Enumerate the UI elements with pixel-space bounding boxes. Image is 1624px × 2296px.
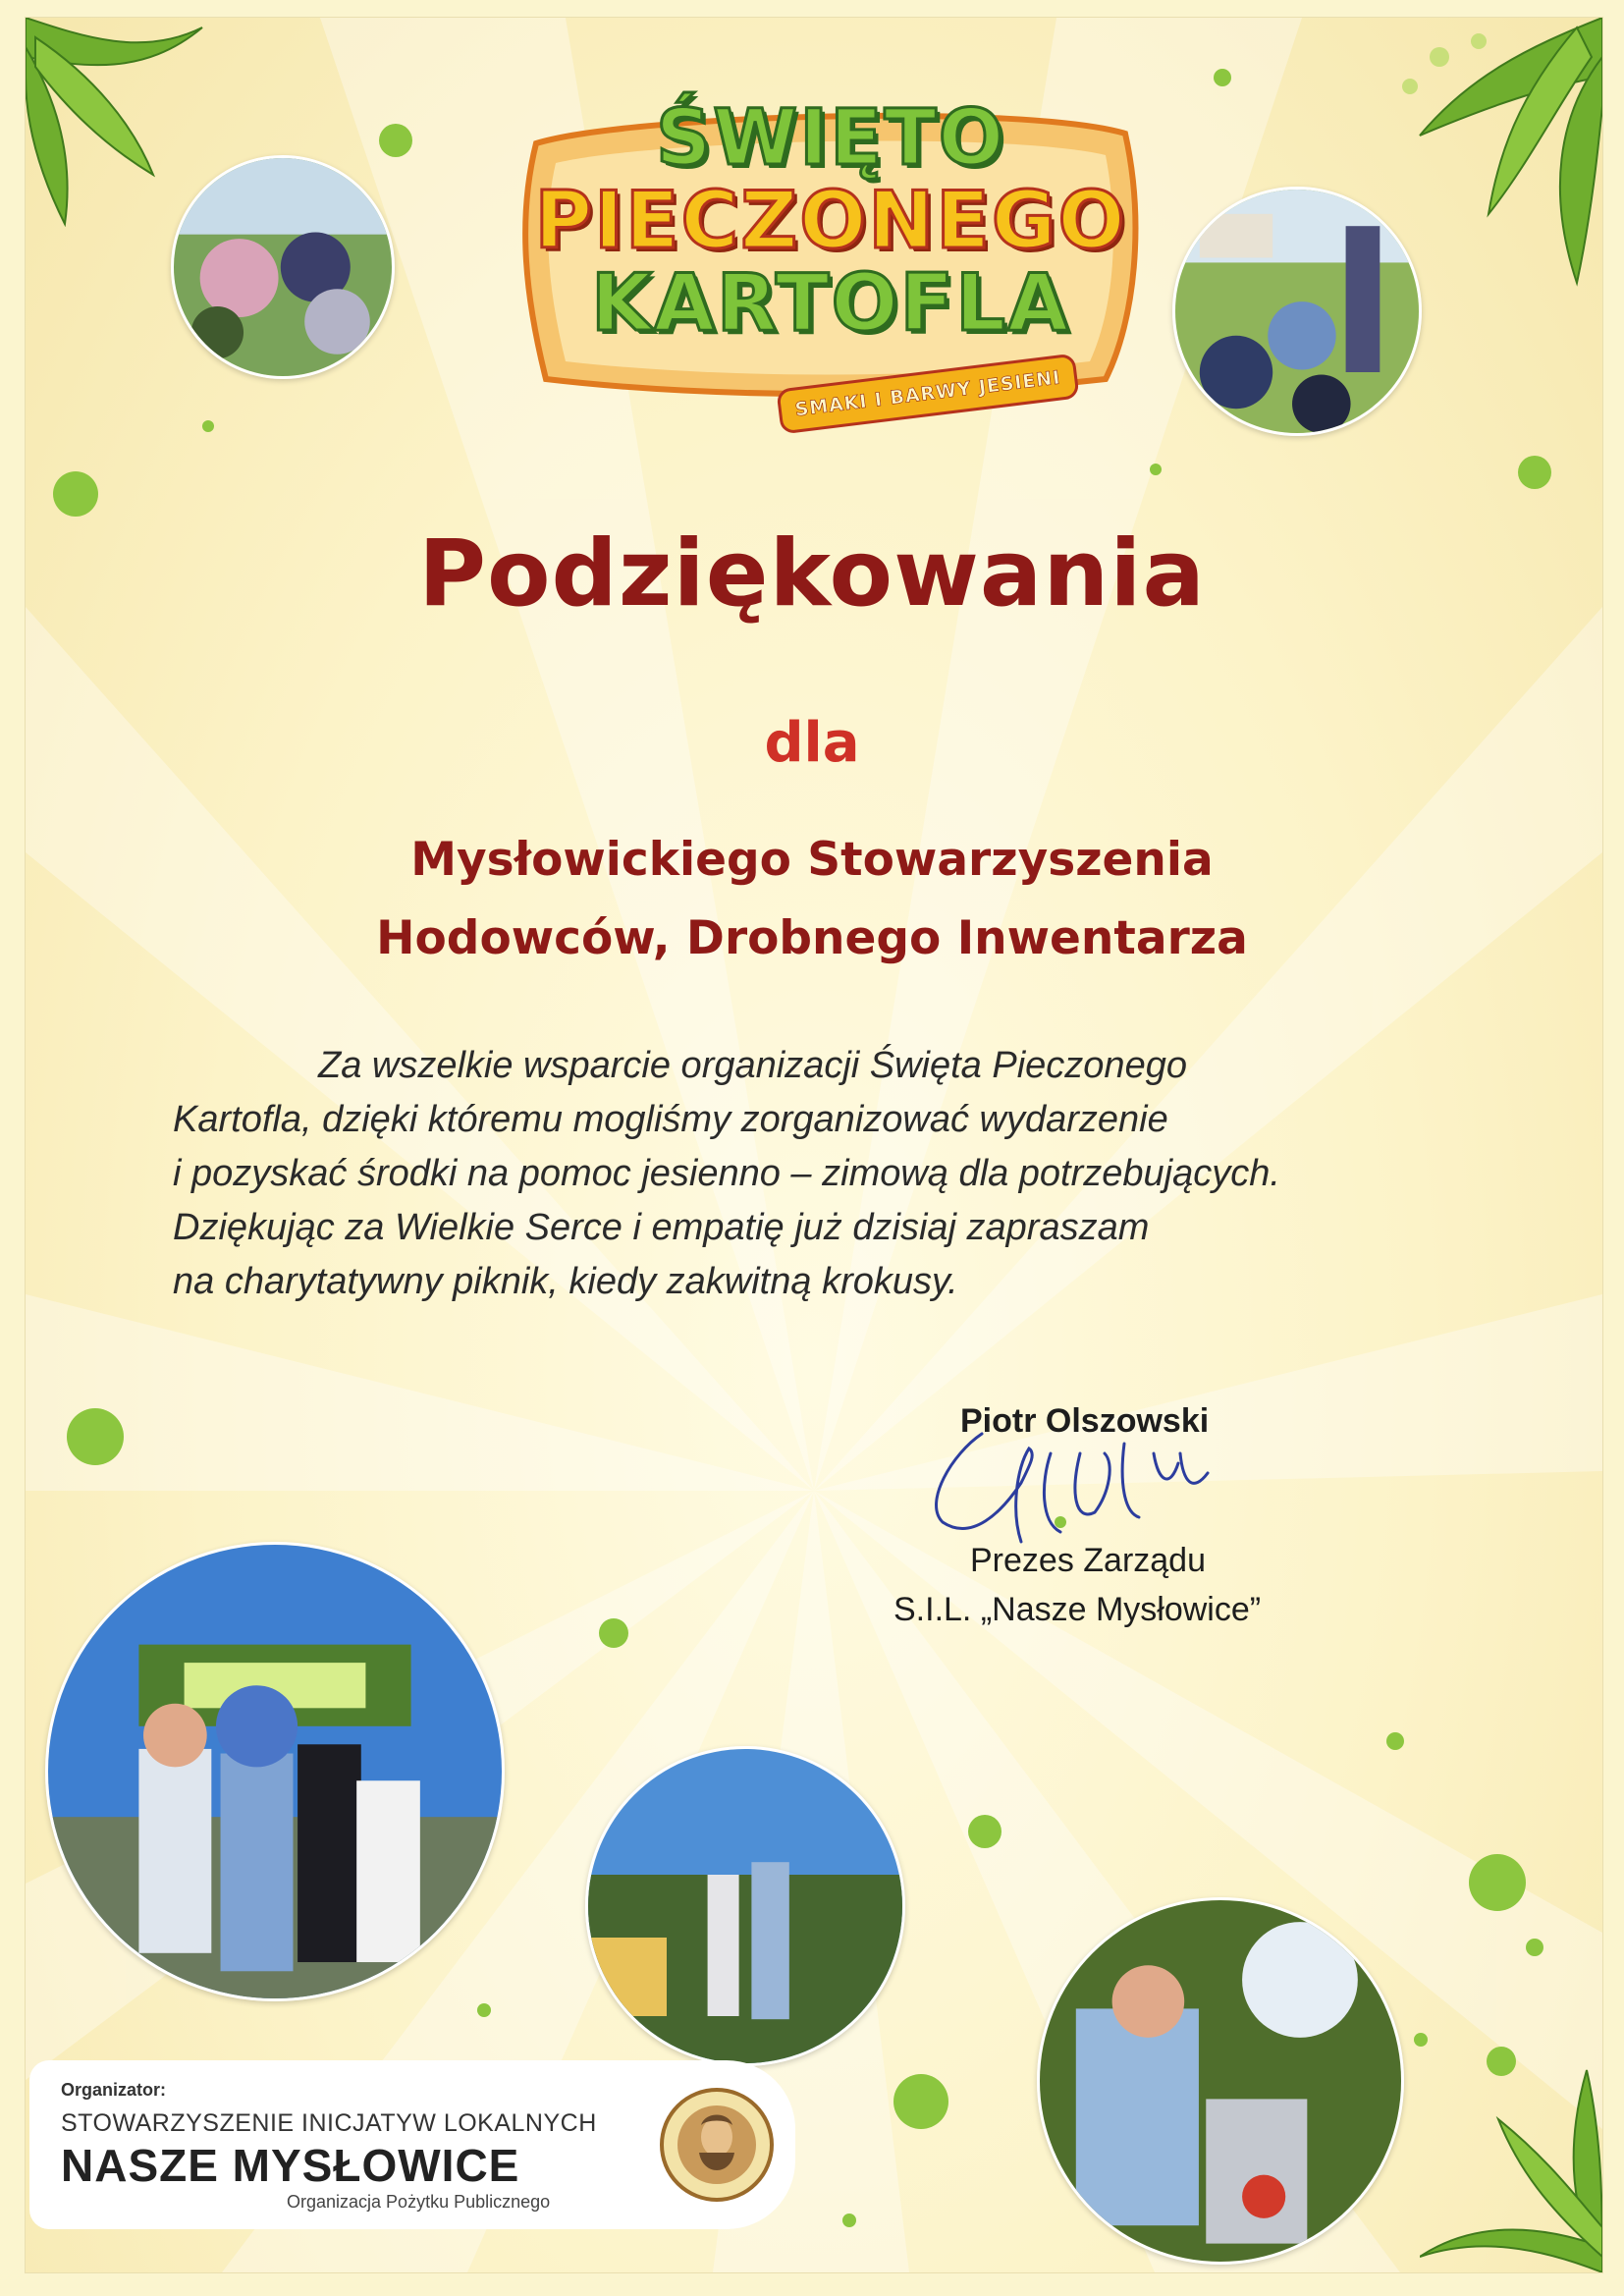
message-line: Za wszelkie wsparcie organizacji Święta Pieczonego xyxy=(318,1045,1187,1086)
decorative-dot xyxy=(1469,1854,1526,1911)
logo-title-line-3: KARTOFLA xyxy=(590,257,1071,349)
page-title: Podziękowania xyxy=(418,520,1206,628)
decorative-dot xyxy=(1150,464,1162,475)
event-photo-bottom-center xyxy=(585,1746,905,2066)
signer-name: Piotr Olszowski xyxy=(960,1402,1210,1440)
signer-organization: S.I.L. „Nasze Mysłowice” xyxy=(893,1591,1262,1628)
event-photo-top-left xyxy=(171,155,395,379)
thank-you-message xyxy=(173,1039,1528,1309)
message-line: i pozyskać środki na pomoc jesienno – zimową dla potrzebujących. xyxy=(173,1153,1280,1194)
decorative-dot xyxy=(893,2074,948,2129)
decorative-dot xyxy=(968,1815,1001,1848)
decorative-dot xyxy=(1214,69,1231,86)
logo-tagline: SMAKI I BARWY JESIENI xyxy=(776,354,1079,435)
leaves-top-right-decoration xyxy=(1380,18,1602,293)
organizer-brand-name: NASZE MYSŁOWICE xyxy=(61,2140,520,2191)
leaves-bottom-right-decoration xyxy=(1420,2060,1602,2272)
logo-title-line-2: PIECZONEGO xyxy=(534,175,1127,266)
decorative-dot xyxy=(1526,1939,1543,1956)
organizer-label: Organizator: xyxy=(61,2080,167,2100)
festival-logo xyxy=(516,65,1145,438)
logo-title-line-1: ŚWIĘTO xyxy=(655,94,1006,183)
decorative-dot xyxy=(202,420,214,432)
decorative-dot xyxy=(842,2214,856,2227)
organizer-seal-logo xyxy=(658,2066,776,2223)
decorative-dot xyxy=(53,471,98,517)
decorative-dot xyxy=(67,1408,124,1465)
decorative-dot xyxy=(1518,456,1551,489)
recipient-line-1: Mysłowickiego Stowarzyszenia xyxy=(410,833,1214,887)
event-photo-top-right xyxy=(1172,187,1422,436)
recipient-line-2: Hodowców, Drobnego Inwentarza xyxy=(376,911,1248,965)
decorative-dot xyxy=(1414,2033,1428,2047)
decorative-dot xyxy=(1386,1732,1404,1750)
decorative-dot xyxy=(599,1618,628,1648)
event-photo-bottom-left xyxy=(45,1542,505,2001)
message-line: na charytatywny piknik, kiedy zakwitną krokusy. xyxy=(173,1261,958,1302)
signer-role: Prezes Zarządu xyxy=(970,1542,1206,1579)
organizer-status: Organizacja Pożytku Publicznego xyxy=(287,2192,551,2212)
organizer-association-name: STOWARZYSZENIE INICJATYW LOKALNYCH xyxy=(61,2109,597,2137)
decorative-dot xyxy=(477,2003,491,2017)
message-line: Dziękując za Wielkie Serce i empatię już dzisiaj zapraszam xyxy=(173,1207,1150,1248)
decorative-dot xyxy=(379,124,412,157)
message-line: Kartofla, dzięki któremu mogliśmy zorganizować wydarzenie xyxy=(173,1099,1168,1140)
event-photo-bottom-right xyxy=(1037,1897,1404,2265)
organizer-box xyxy=(29,2060,795,2229)
for-word: dla xyxy=(764,711,860,775)
